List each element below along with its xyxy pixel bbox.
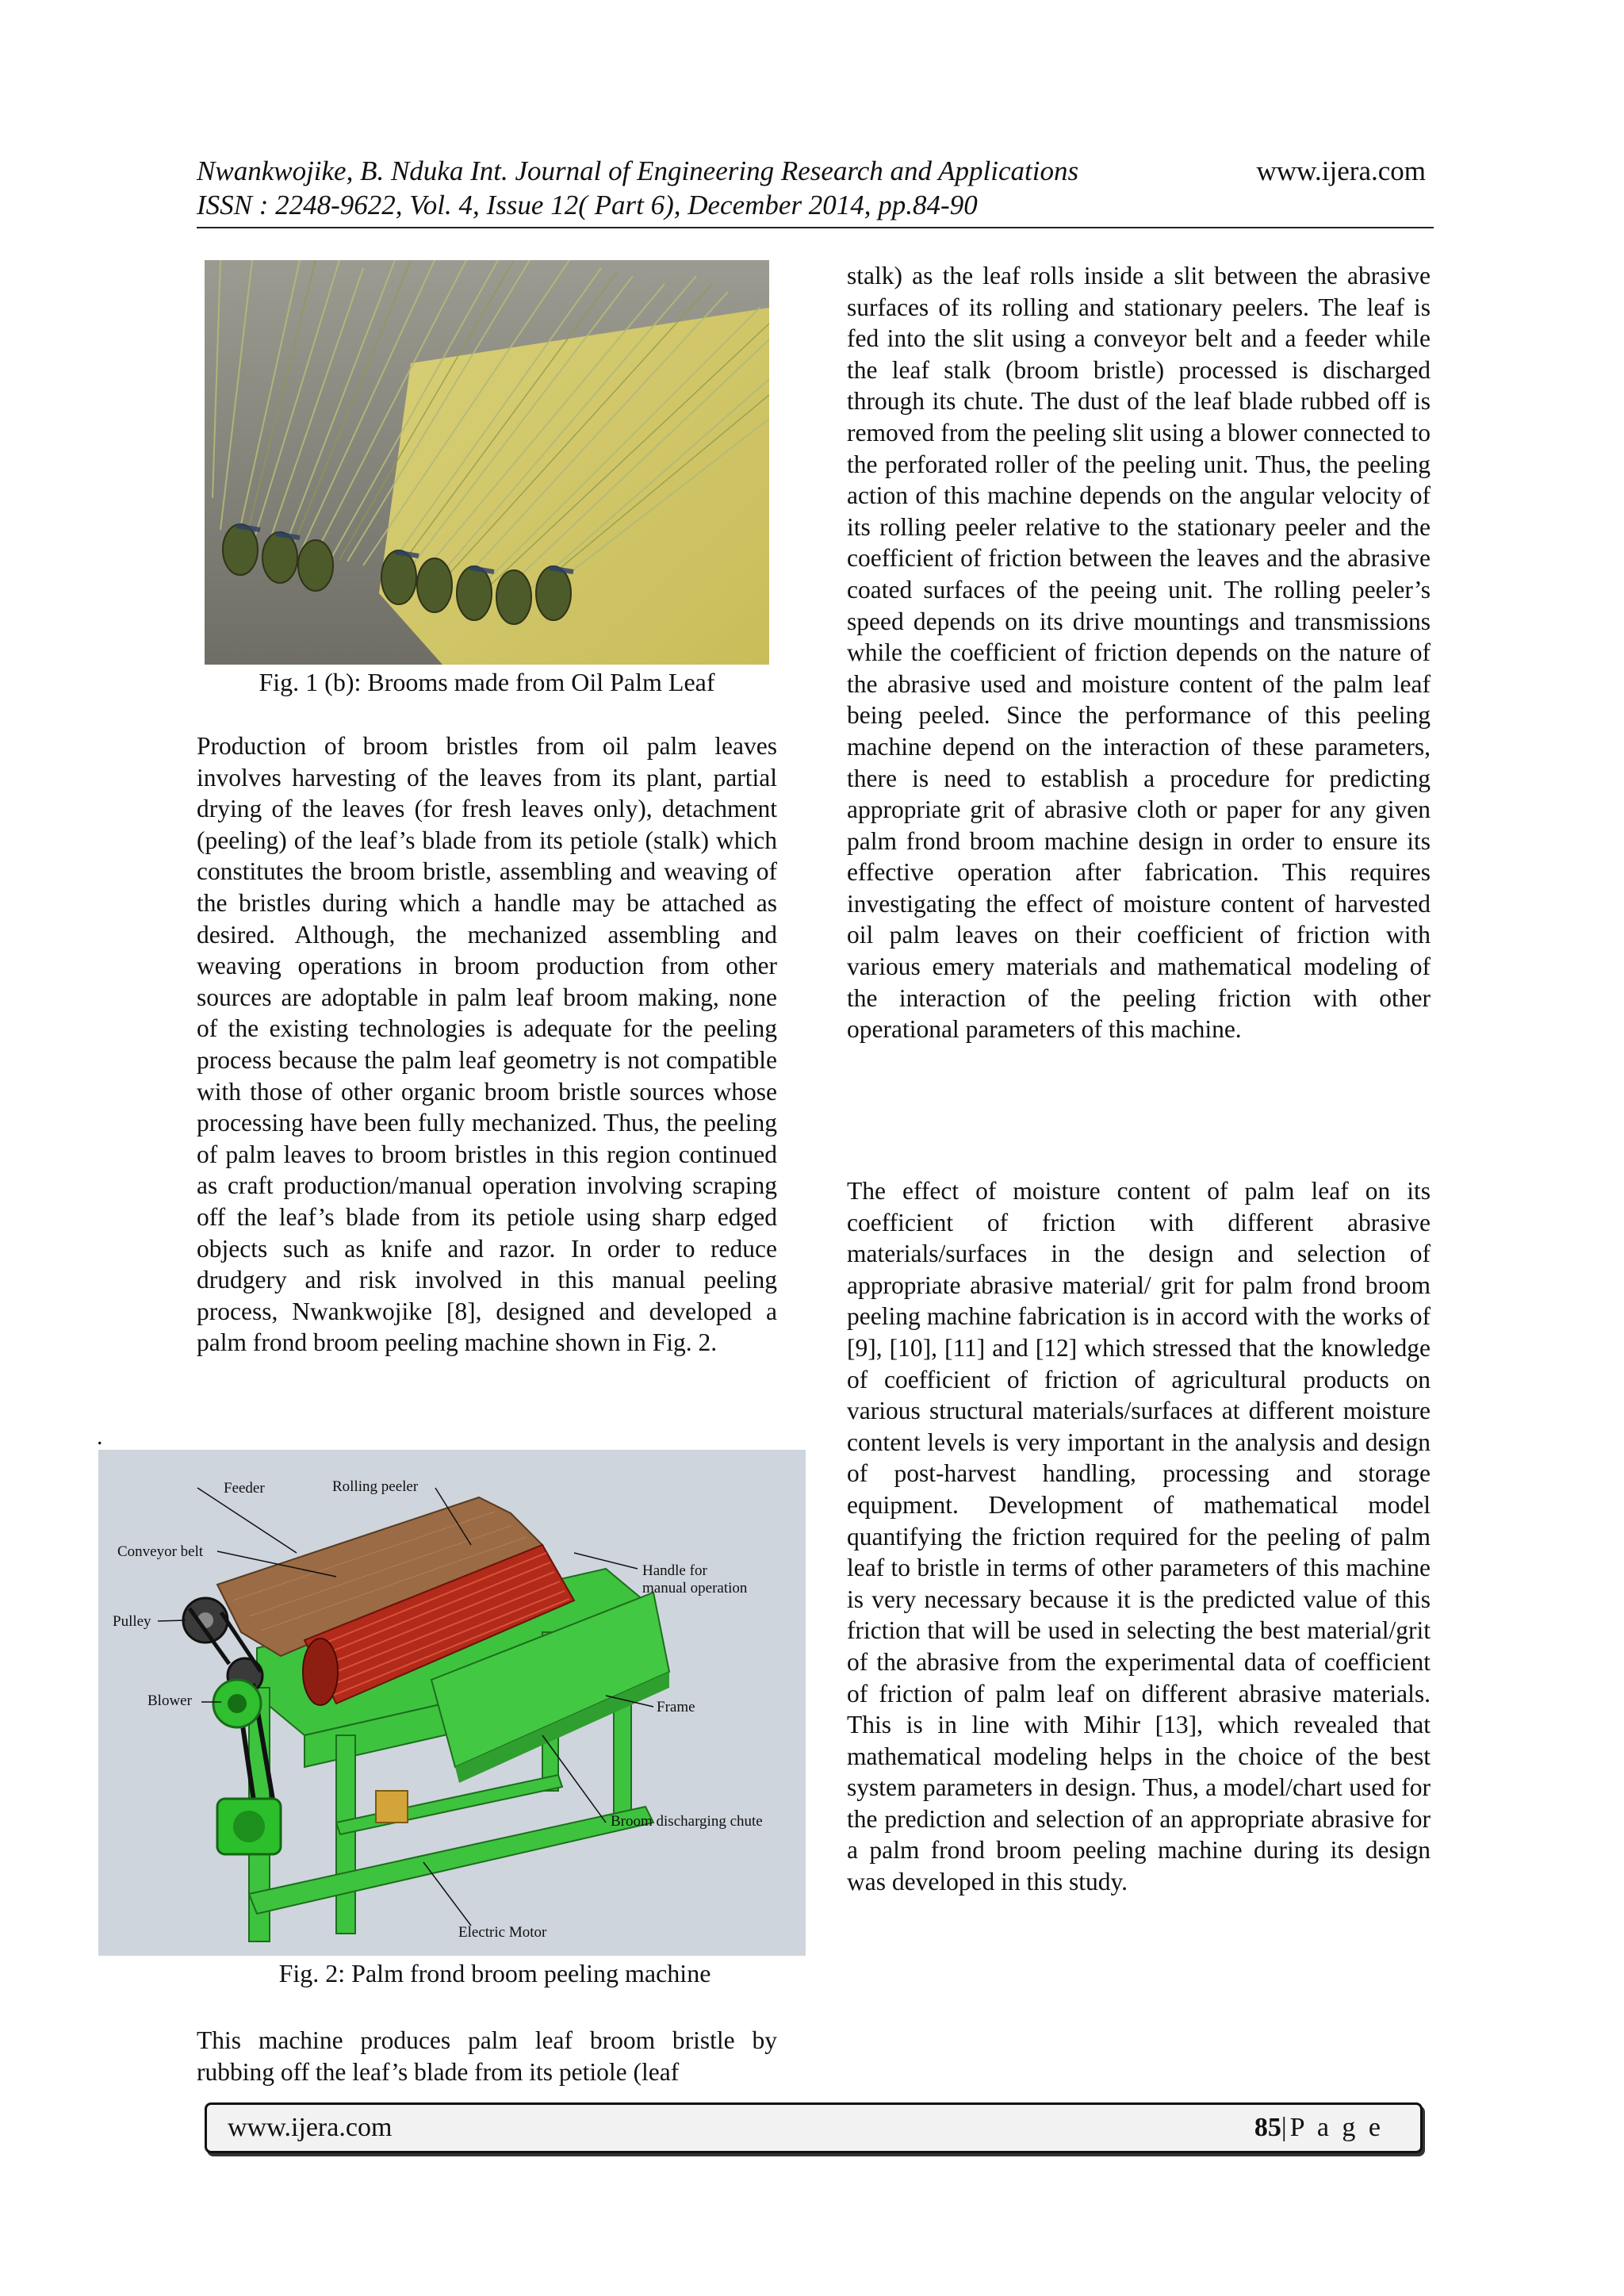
right-paragraph-1: stalk) as the leaf rolls inside a slit between the abrasive surfaces of its rolling and stationary peelers. The leaf is fed into the slit using a conveyor belt and a feeder while the leaf stalk (broom bristle) processed is discharged through its chute. The dust of the leaf blade rubbed off is removed from the peeling slit using a blower connected to the perforated roller of the peeling unit. Thus, the peeling action of this machine depends on the angular velocity of its rolling peeler relative to the stationary peeler and the coefficient of friction between the leaves and the abrasive coated surfaces of the peeing unit. The rolling peeler’s speed depends on its drive mountings and transmissions while the coefficient of friction depends on the nature of the abrasive used and moisture content of the palm leaf being peeled. Since the performance of this peeling machine depend on the interaction of these parameters, there is need to establish a procedure for predicting appropriate grit of abrasive cloth or paper for any given palm frond broom machine design in order to ensure its effective operation after fabrication. This requires investigating the effect of moisture content of harvested oil palm leaves on their coefficient of friction with various emery materials and mathematical modeling of the interaction of the peeling friction with other operational parameters of this machine. — [847, 262, 1431, 1044]
label-conveyor-belt: Conveyor belt — [117, 1543, 204, 1560]
label-feeder: Feeder — [224, 1480, 265, 1497]
label-handle-line-1: Handle for — [642, 1562, 707, 1579]
label-blower: Blower — [147, 1692, 192, 1709]
stray-period: . — [97, 1424, 103, 1450]
journal-header — [197, 154, 1228, 222]
figure-2-machine-diagram — [98, 1450, 806, 1956]
label-handle-line-2: manual operation — [642, 1580, 748, 1596]
page-suffix: |P a g e — [1281, 2113, 1384, 2142]
journal-issn-line: ISSN : 2248-9622, Vol. 4, Issue 12( Part 6), December 2014, pp.84-90 — [197, 190, 978, 220]
label-pulley: Pulley — [113, 1613, 151, 1630]
label-electric-motor: Electric Motor — [458, 1924, 547, 1941]
figure-1-caption: Fig. 1 (b): Brooms made from Oil Palm Leaf — [259, 668, 715, 696]
left-paragraph-2: This machine produces palm leaf broom bristle by rubbing off the leaf’s blade from its petiole (leaf — [197, 2026, 777, 2086]
label-broom-discharging-chute: Broom discharging chute — [611, 1813, 763, 1830]
right-paragraph-2: The effect of moisture content of palm leaf on its coefficient of friction with different abrasive materials/surfaces in the design and selection of appropriate abrasive material/ grit for palm frond broom peeling machine fabrication is in accord with the works of [9], [10], [11] and [12] which stressed that the knowledge of coefficient of friction of agricultural products on various structural materials/surfaces at different moisture content levels is very important in the analysis and design of post-harvest handling, processing and storage equipment. Development of mathematical model quantifying the friction required for the peeling of palm leaf to bristle in terms of other parameters of this machine is very necessary because it is the predicted value of this friction that will be used in selecting the best material/grit of the abrasive from the experimental data of coefficient of friction of palm leaf on different abrasive materials. This is in line with Mihir [13], which revealed that mathematical modeling helps in the choice of the best system parameters in design. Thus, a model/chart used for the prediction and selection of an appropriate abrasive for a palm frond broom peeling machine during its design was developed in this study. — [847, 1177, 1431, 1896]
page-number: 85 — [1254, 2113, 1281, 2142]
brooms-photo-illustration — [205, 260, 769, 665]
footer-page-label — [1254, 2113, 1384, 2143]
figure-1-brooms-photo — [205, 260, 769, 665]
header-divider — [197, 227, 1434, 228]
peeling-machine-illustration — [98, 1450, 806, 1956]
journal-citation-line: Nwankwojike, B. Nduka Int. Journal of Engineering Research and Applications — [197, 155, 1079, 186]
page-footer — [205, 2102, 1423, 2153]
figure-2-caption: Fig. 2: Palm frond broom peeling machine — [278, 1959, 711, 1987]
footer-url[interactable]: www.ijera.com — [228, 2113, 393, 2142]
label-frame: Frame — [657, 1699, 695, 1715]
header-website[interactable]: www.ijera.com — [1256, 155, 1426, 186]
label-rolling-peeler: Rolling peeler — [332, 1478, 419, 1495]
left-paragraph-1: Production of broom bristles from oil palm leaves involves harvesting of the leaves from its plant, partial drying of the leaves (for fresh leaves only), detachment (peeling) of the leaf’s blade from its petiole (stalk) which constitutes the broom bristle, assembling and weaving of the bristles during which a handle may be attached as desired. Although, the mechanized assembling and weaving operations in broom production from other sources are adoptable in palm leaf broom making, none of the existing technologies is adequate for the peeling process because the palm leaf geometry is not compatible with those of other organic broom bristle sources whose processing have been fully mechanized. Thus, the peeling of palm leaves to broom bristles in this region continued as craft production/manual operation involving scraping off the leaf’s blade from its petiole using sharp edged objects such as knife and razor. In order to reduce drudgery and risk involved in this manual peeling process, Nwankwojike [8], designed and developed a palm frond broom peeling machine shown in Fig. 2. — [197, 732, 777, 1357]
